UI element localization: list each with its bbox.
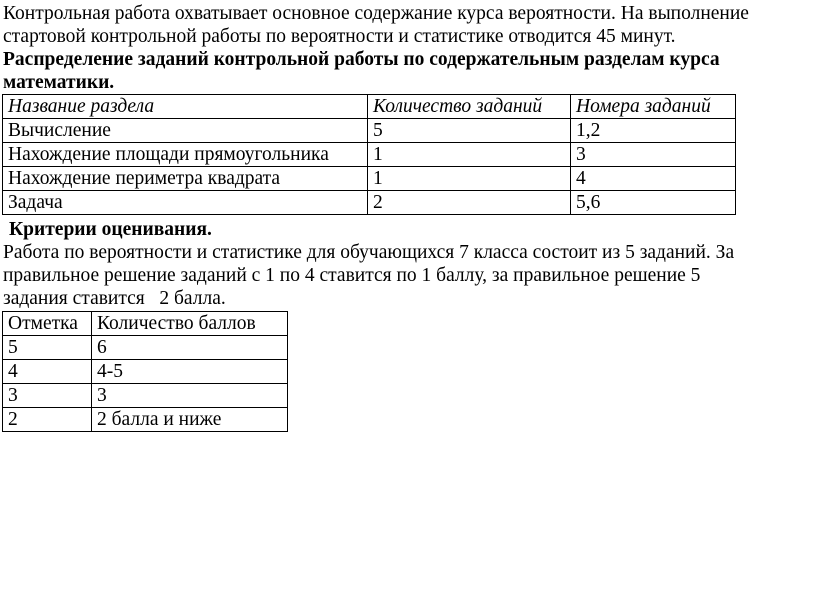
criteria-heading: Критерии оценивания. (9, 219, 212, 240)
points-cell: 3 (92, 384, 288, 408)
distribution-heading-line-2: математики. (3, 72, 115, 93)
task-count-cell: 1 (368, 143, 571, 167)
task-numbers-cell: 4 (571, 167, 736, 191)
table-row (3, 360, 288, 384)
table-row (3, 336, 288, 360)
column-header-grade: Отметка (3, 312, 92, 336)
column-header-section-name: Название раздела (3, 95, 368, 119)
criteria-line-2: правильное решение заданий с 1 по 4 ставится по 1 баллу, за правильное решение 5 (3, 265, 701, 286)
intro-line-1: Контрольная работа охватывает основное содержание курса вероятности. На выполнение (3, 3, 749, 24)
section-name-cell: Задача (3, 191, 368, 215)
section-name-cell: Вычисление (3, 119, 368, 143)
grades-table-header-row (3, 312, 288, 336)
column-header-points: Количество баллов (92, 312, 288, 336)
points-cell: 6 (92, 336, 288, 360)
criteria-line-3: задания ставится 2 балла. (3, 288, 226, 309)
table-row (3, 408, 288, 432)
task-numbers-cell: 3 (571, 143, 736, 167)
grade-cell: 4 (3, 360, 92, 384)
grades-table (2, 311, 288, 432)
sections-table-header-row (3, 95, 736, 119)
column-header-task-count: Количество заданий (368, 95, 571, 119)
task-count-cell: 5 (368, 119, 571, 143)
grade-cell: 2 (3, 408, 92, 432)
table-row (3, 119, 736, 143)
points-cell: 4-5 (92, 360, 288, 384)
task-count-cell: 1 (368, 167, 571, 191)
points-cell: 2 балла и ниже (92, 408, 288, 432)
section-name-cell: Нахождение периметра квадрата (3, 167, 368, 191)
sections-table (2, 94, 736, 215)
table-row (3, 191, 736, 215)
distribution-heading-line-1: Распределение заданий контрольной работы по содержательным разделам курса (3, 49, 720, 70)
task-count-cell: 2 (368, 191, 571, 215)
grade-cell: 5 (3, 336, 92, 360)
grade-cell: 3 (3, 384, 92, 408)
criteria-line-1: Работа по вероятности и статистике для обучающихся 7 класса состоит из 5 заданий. За (3, 242, 735, 263)
document-page (3, 2, 811, 432)
table-row (3, 384, 288, 408)
intro-line-2: стартовой контрольной работы по вероятности и статистике отводится 45 минут. (3, 26, 676, 47)
section-name-cell: Нахождение площади прямоугольника (3, 143, 368, 167)
column-header-task-numbers: Номера заданий (571, 95, 736, 119)
task-numbers-cell: 1,2 (571, 119, 736, 143)
table-row (3, 143, 736, 167)
table-row (3, 167, 736, 191)
task-numbers-cell: 5,6 (571, 191, 736, 215)
